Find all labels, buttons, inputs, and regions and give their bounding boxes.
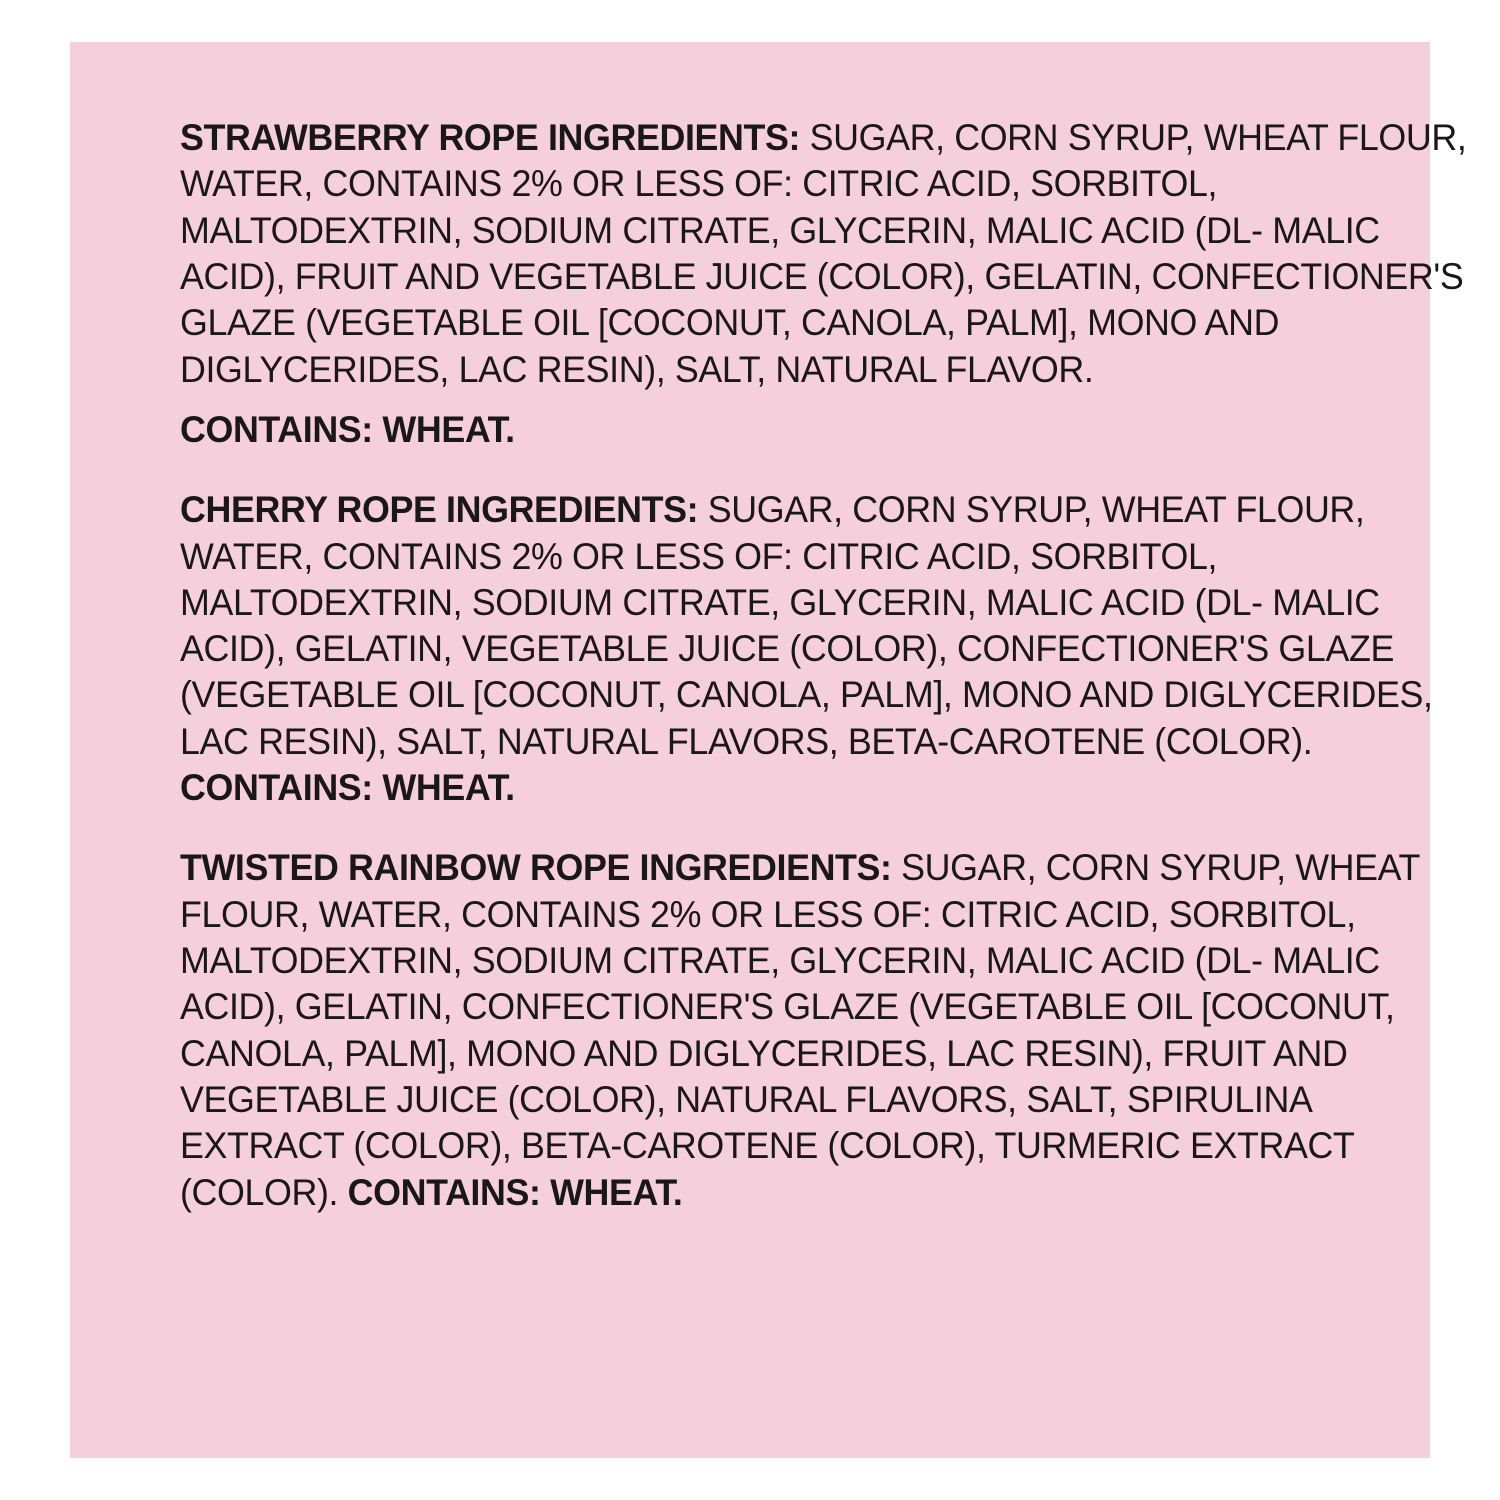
- ingredient-paragraph: [180, 844, 1469, 1215]
- ingredient-heading: CHERRY ROPE INGREDIENTS:: [180, 488, 699, 531]
- ingredient-body: SUGAR, CORN SYRUP, WHEAT FLOUR, WATER, CONTAINS 2% OR LESS OF: CITRIC ACID, SORBITOL, MALTODEXTRIN, SODIUM CITRATE, GLYCERIN, MALIC ACID (DL- MALIC ACID), GELATIN, VEGETABLE JUICE (COLOR), CONFECTIONER'S GLAZE (VEGETABLE OIL [COCONUT, CANOLA, PALM], MONO AND DIGLYCERIDES, LAC RESIN), SALT, NATURAL FLAVORS, BETA-CAROTENE (COLOR).: [180, 488, 1433, 762]
- ingredient-block-twisted-rainbow: [180, 844, 1470, 1215]
- allergen-contains-statement: CONTAINS: WHEAT.: [180, 407, 515, 450]
- ingredient-heading: STRAWBERRY ROPE INGREDIENTS:: [180, 116, 801, 158]
- ingredient-block-cherry: [180, 486, 1470, 810]
- ingredient-heading: TWISTED RAINBOW ROPE INGREDIENTS:: [180, 846, 892, 889]
- allergen-contains-statement: CONTAINS: WHEAT.: [180, 766, 515, 809]
- ingredient-paragraph: [180, 114, 1469, 392]
- allergen-contains-statement: CONTAINS: WHEAT.: [347, 1170, 683, 1213]
- ingredient-body: SUGAR, CORN SYRUP, WHEAT FLOUR, WATER, CONTAINS 2% OR LESS OF: CITRIC ACID, SORBITOL, MALTODEXTRIN, SODIUM CITRATE, GLYCERIN, MALIC ACID (DL- MALIC ACID), FRUIT AND VEGETABLE JUICE (COLOR), GELATIN, CONFECTIONER'S GLAZE (VEGETABLE OIL [COCONUT, CANOLA, PALM], MONO AND DIGLYCERIDES, LAC RESIN), SALT, NATURAL FLAVOR.: [180, 116, 1467, 390]
- ingredient-body: SUGAR, CORN SYRUP, WHEAT FLOUR, WATER, CONTAINS 2% OR LESS OF: CITRIC ACID, SORBITOL, MALTODEXTRIN, SODIUM CITRATE, GLYCERIN, MALIC ACID (DL- MALIC ACID), GELATIN, CONFECTIONER'S GLAZE (VEGETABLE OIL [COCONUT, CANOLA, PALM], MONO AND DIGLYCERIDES, LAC RESIN), FRUIT AND VEGETABLE JUICE (COLOR), NATURAL FLAVORS, SALT, SPIRULINA EXTRACT (COLOR), BETA-CAROTENE (COLOR), TURMERIC EXTRACT (COLOR).: [180, 846, 1420, 1213]
- ingredient-block-strawberry: [180, 114, 1470, 452]
- ingredients-content: [180, 114, 1470, 1215]
- ingredient-paragraph: [180, 486, 1469, 810]
- ingredients-panel: [70, 42, 1467, 1458]
